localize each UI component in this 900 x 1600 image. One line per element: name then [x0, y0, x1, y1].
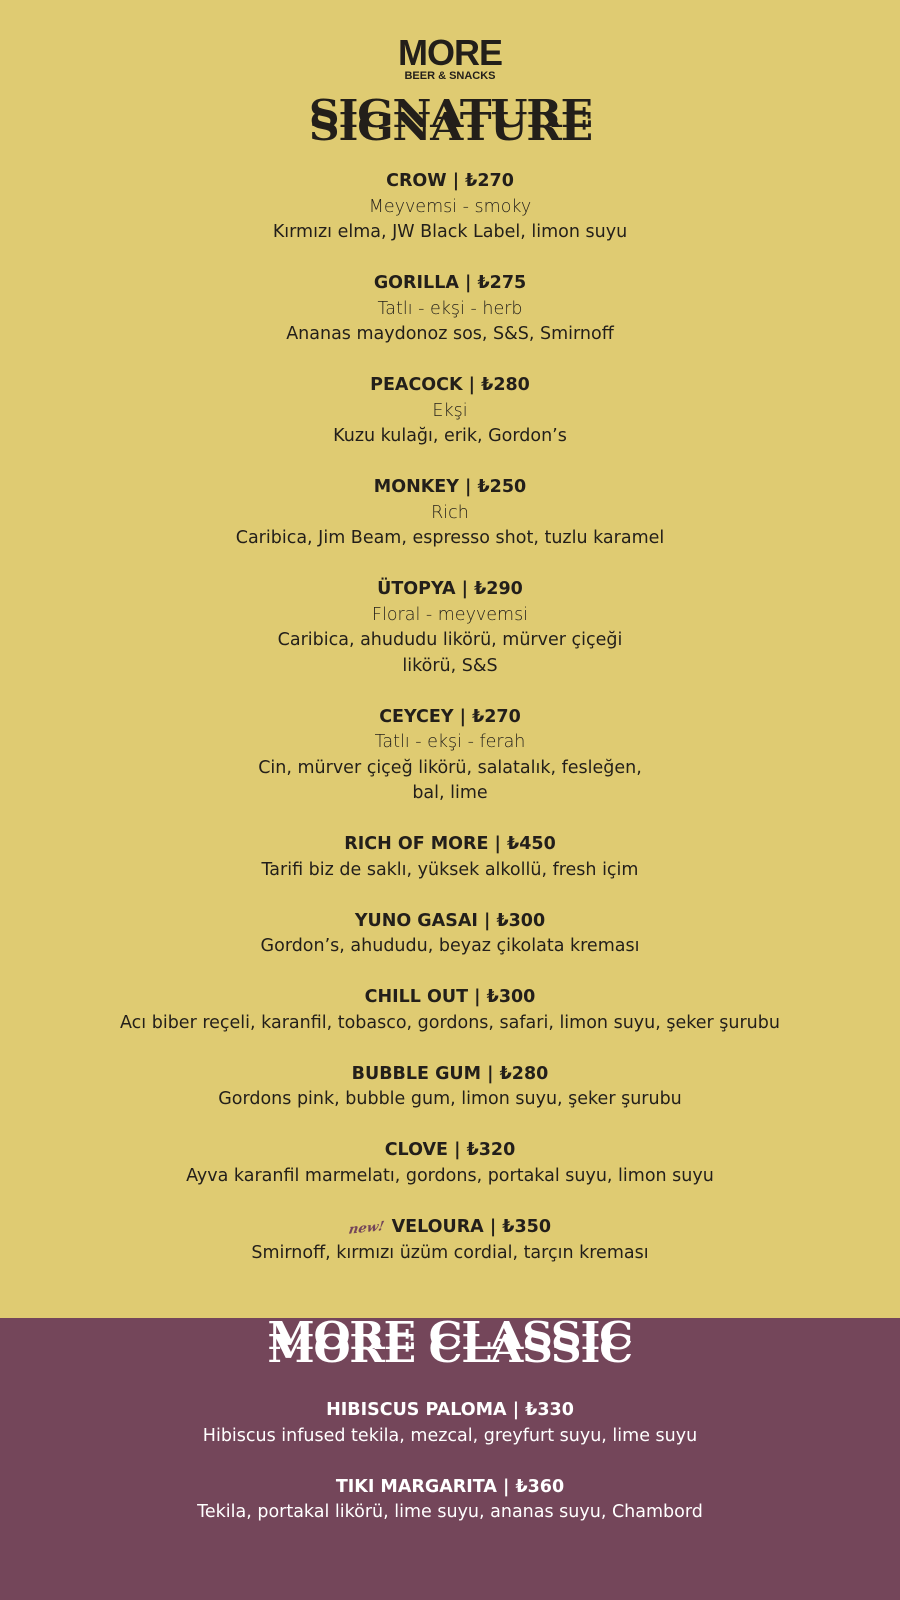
item-name-price: VELOURA | ₺350: [391, 1216, 552, 1237]
classic-heading: [0, 1313, 900, 1376]
menu-item: [0, 909, 900, 960]
heading-text: MORE CLASSIC: [267, 1313, 633, 1358]
item-name-price: BUBBLE GUM | ₺280: [351, 1063, 549, 1084]
item-title: [0, 1062, 900, 1088]
item-name-price: YUNO GASAI | ₺300: [354, 910, 546, 931]
item-name-price: GORILLA | ₺275: [373, 273, 527, 293]
item-desc: Caribica, ahududu likörü, mürver çiçeği: [277, 630, 623, 650]
signature-heading: [0, 91, 900, 154]
menu-item: [0, 705, 900, 807]
menu-item: [0, 373, 900, 450]
menu-item: [0, 1062, 900, 1113]
item-desc: Tekila, portakal likörü, lime suyu, ananas suyu, Chambord: [197, 1502, 703, 1522]
item-sub: Tatlı - ekşi - herb: [377, 298, 523, 319]
item-name-price: RICH OF MORE | ₺450: [344, 834, 556, 854]
menu-item: [0, 271, 900, 348]
item-title: [0, 373, 900, 399]
item-title: [0, 1398, 900, 1424]
item-title: [0, 832, 900, 858]
item-desc: Ananas maydonoz sos, S&S, Smirnoff: [286, 324, 614, 344]
item-sub: Meyvemsi - smoky: [368, 196, 532, 217]
classic-list: [0, 1398, 900, 1551]
item-desc2: bal, lime: [412, 783, 488, 803]
item-sub: Ekşi: [432, 400, 468, 421]
item-desc: Caribica, Jim Beam, espresso shot, tuzlu karamel: [235, 528, 665, 548]
menu-item: [0, 169, 900, 246]
item-title: [0, 985, 900, 1011]
item-name-price: CEYCEY | ₺270: [379, 706, 521, 727]
item-desc: Cin, mürver çiçeğ likörü, salatalık, fesleğen,: [258, 757, 642, 778]
logo: [0, 32, 900, 82]
new-badge: new!: [347, 1218, 386, 1238]
item-desc: Smirnoff, kırmızı üzüm cordial, tarçın kreması: [251, 1243, 649, 1263]
item-title: [0, 475, 900, 501]
item-desc: Gordons pink, bubble gum, limon suyu, şeker şurubu: [218, 1089, 682, 1109]
item-title: [0, 1215, 900, 1242]
menu-item: [0, 1215, 900, 1267]
item-name-price: CHILL OUT | ₺300: [364, 987, 536, 1007]
logo-sub: BEER & SNACKS: [404, 70, 496, 82]
signature-list: [0, 169, 900, 1292]
item-name-price: ÜTOPYA | ₺290: [377, 579, 523, 599]
item-name-price: CLOVE | ₺320: [384, 1140, 516, 1160]
item-title: [0, 705, 900, 731]
item-desc: Gordon’s, ahududu, beyaz çikolata kreması: [260, 936, 640, 956]
heading-text: SIGNATURE: [308, 91, 592, 136]
item-name-price: CROW | ₺270: [386, 171, 514, 191]
menu-item: [0, 985, 900, 1036]
item-title: [0, 1475, 900, 1501]
item-desc: Acı biber reçeli, karanfil, tobasco, gordons, safari, limon suyu, şeker şurubu: [120, 1012, 780, 1033]
item-title: [0, 1138, 900, 1164]
item-desc: Tarifi biz de saklı, yüksek alkollü, fresh içim: [261, 859, 639, 880]
item-title: [0, 169, 900, 195]
item-sub: Rich: [431, 502, 469, 523]
item-title: [0, 577, 900, 603]
menu-item: [0, 1138, 900, 1189]
item-sub: Tatlı - ekşi - ferah: [374, 732, 526, 752]
item-sub: Floral - meyvemsi: [371, 604, 529, 625]
item-desc: Kuzu kulağı, erik, Gordon’s: [333, 426, 567, 446]
item-desc2: likörü, S&S: [402, 655, 498, 676]
menu-item: [0, 577, 900, 679]
menu-item: [0, 475, 900, 552]
item-desc: Ayva karanfil marmelatı, gordons, portakal suyu, limon suyu: [186, 1165, 714, 1186]
item-desc: Kırmızı elma, JW Black Label, limon suyu: [272, 222, 628, 242]
item-title: [0, 271, 900, 297]
menu-item: [0, 832, 900, 883]
menu-item: [0, 1475, 900, 1526]
item-desc: Hibiscus infused tekila, mezcal, greyfurt suyu, lime suyu: [202, 1425, 698, 1446]
menu-item: [0, 1398, 900, 1449]
item-name-price: PEACOCK | ₺280: [370, 375, 530, 395]
item-name-price: HIBISCUS PALOMA | ₺330: [326, 1400, 574, 1420]
item-name-price: MONKEY | ₺250: [373, 477, 527, 497]
logo-main: MORE: [398, 32, 502, 73]
item-title: [0, 909, 900, 935]
item-name-price: TIKI MARGARITA | ₺360: [335, 1476, 565, 1497]
